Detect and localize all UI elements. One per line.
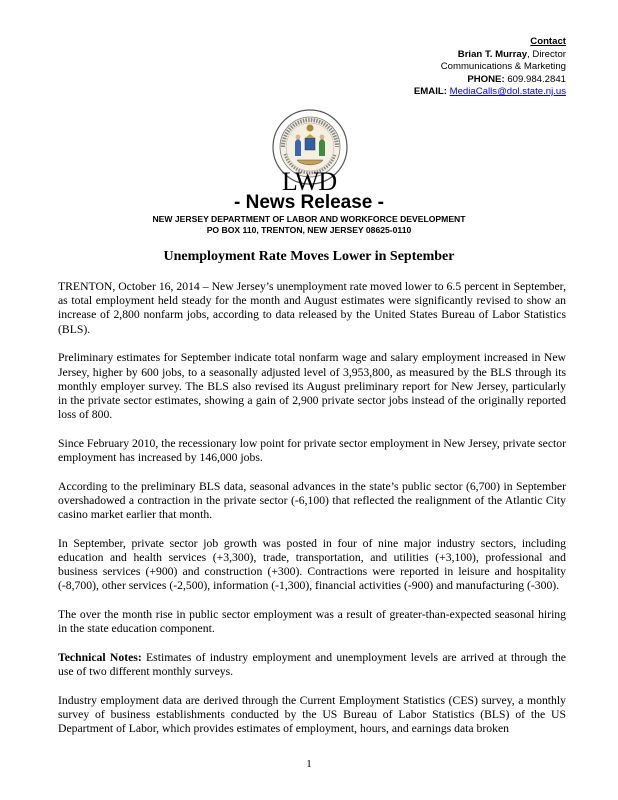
technical-notes-text: Estimates of industry employment and unemployment levels are arrived at through the use of two different monthly surveys. [58,651,566,679]
contact-name-line [414,49,566,62]
contact-department: Communications & Marketing [440,61,566,72]
paragraph-technical-notes [58,651,566,679]
paragraph-since-2010: Since February 2010, the recessionary low point for private sector employment in New Jersey, private sector employment has increased by 146,000 jobs. [58,436,566,465]
press-release-headline: Unemployment Rate Moves Lower in September [163,249,455,264]
contact-title: , Director [527,48,566,60]
technical-notes-label: Technical Notes: [58,651,142,665]
email-label: EMAIL: [413,86,447,97]
department-address: PO BOX 110, TRENTON, NEW JERSEY 08625-0110 [206,225,412,235]
paragraph-intro: TRENTON, October 16, 2014 – New Jersey’s unemployment rate moved lower to 6.5 percent in September, as total employment held steady for the month and August estimates were significantly revised to show an increase of 2,800 nonfarm jobs, according to data released by the United States Bureau of Labor Statistics (BLS). [58,280,566,336]
paragraph-public-sector: According to the preliminary BLS data, seasonal advances in the state’s public sector (6,700) in September overshadowed a contraction in the private sector (-6,100) that reflected the realignment of the Atlantic City casino market earlier that month. [58,479,566,522]
email-link[interactable]: MediaCalls@dol.state.nj.us [449,86,566,97]
lwd-logo: LWD [281,167,337,196]
paragraph-estimates: Preliminary estimates for September indicate total nonfarm wage and salary employment increased in New Jersey, higher by 600 jobs, to a seasonally adjusted level of 3,953,800, as measured by the BLS through its monthly employer survey. The BLS also revised its August preliminary report for New Jersey, particularly in the private sector estimates, showing a gain of 2,900 private sector jobs instead of the originally reported loss of 800. [58,351,566,422]
news-release-title: - News Release - [234,192,384,213]
release-body [58,280,566,751]
department-header [0,214,618,236]
contact-heading: Contact [530,36,566,47]
phone-label: PHONE: [467,73,505,85]
paragraph-ces: Industry employment data are derived through the Current Employment Statistics (CES) survey, a monthly survey of business establishments conducted by the US Bureau of Labor Statistics (BLS) of the US Department of Labor, which provides estimates of employment, hours, and earnings data broken [58,693,566,736]
contact-name: Brian T. Murray [457,48,528,60]
paragraph-public-rise: The over the month rise in public sector employment was a result of greater-than-expected seasonal hiring in the state education component. [58,608,566,636]
contact-email-line [414,86,566,99]
contact-block [414,36,566,99]
department-name: NEW JERSEY DEPARTMENT OF LABOR AND WORKFORCE DEVELOPMENT [152,214,466,224]
page-number: 1 [306,758,312,770]
phone-number: 609.984.2841 [507,73,566,85]
paragraph-industry-sectors: In September, private sector job growth was posted in four of nine major industry sectors, including education and health services (+3,300), trade, transportation, and utilities (+3,100), professional and business services (+900) and construction (+300). Contractions were reported in leisure and hospitality (-8,700), other services (-2,500), information (-1,300), financial activities (-900) and manufacturing (-300). [58,536,566,593]
contact-phone-line [414,74,566,87]
